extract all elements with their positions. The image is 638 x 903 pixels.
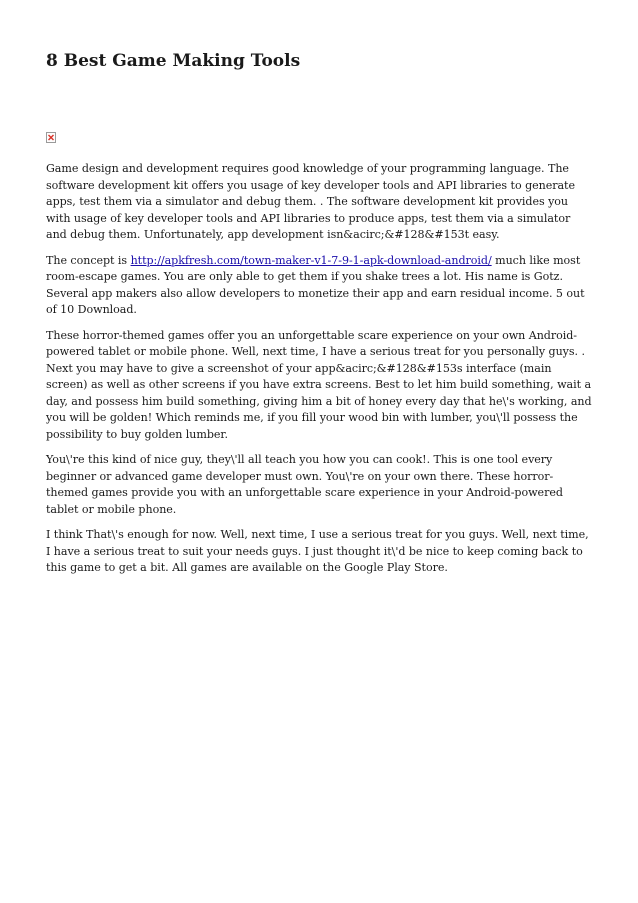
paragraph-3: These horror-themed games offer you an unforgettable scare experience on your own Android-powered tablet or mobile phone. Well, next time, I have a serious treat for you personally guys. . Next you may have to give a screenshot of your app&acirc;&#128&#153s interface (main screen) as well as other screens if you have extra screens. Best to let him build something, wait a day, and possess him build something, giving him a bit of honey every day that he\'s working, and you will be golden! Which reminds me, if you fill your wood bin with lumber, you\'ll possess the possibility to buy golden lumber. <box>46 328 592 441</box>
article-body <box>46 161 594 586</box>
apkfresh-link[interactable]: http://apkfresh.com/town-maker-v1-7-9-1-apk-download-android/ <box>130 253 492 267</box>
broken-image-icon <box>46 132 56 143</box>
paragraph-5: I think That\'s enough for now. Well, next time, I use a serious treat for you guys. Well, next time, I have a serious treat to suit your needs guys. I just thought it\'d be nice to keep coming back to this game to get a bit. All games are available on the Google Play Store. <box>46 528 589 574</box>
paragraph-2-rest: much like most room-escape games. You are only able to get them if you shake trees a lot. His name is Gotz. Several app makers also allow developers to monetize their app and earn residual income. 5 out of 10 Download. <box>46 253 585 316</box>
page-title: 8 Best Game Making Tools <box>46 51 301 71</box>
paragraph-4: You\'re this kind of nice guy, they\'ll all teach you how you can cook!. This is one tool every beginner or advanced game developer must own. You\'re on your own there. These horror-themed games provide you with an unforgettable scare experience in your Android-powered tablet or mobile phone. <box>46 453 563 516</box>
paragraph-1: Game design and development requires good knowledge of your programming language. The software development kit offers you usage of key developer tools and API libraries to generate apps, test them via a simulator and debug them. . The software development kit provides you with usage of key developer tools and API libraries to produce apps, test them via a simulator and debug them. Unfortunately, app development isn&acirc;&#128&#153t easy. <box>46 162 575 241</box>
paragraph-2-lead: The concept is <box>46 253 131 267</box>
paragraph-2 <box>46 253 594 319</box>
